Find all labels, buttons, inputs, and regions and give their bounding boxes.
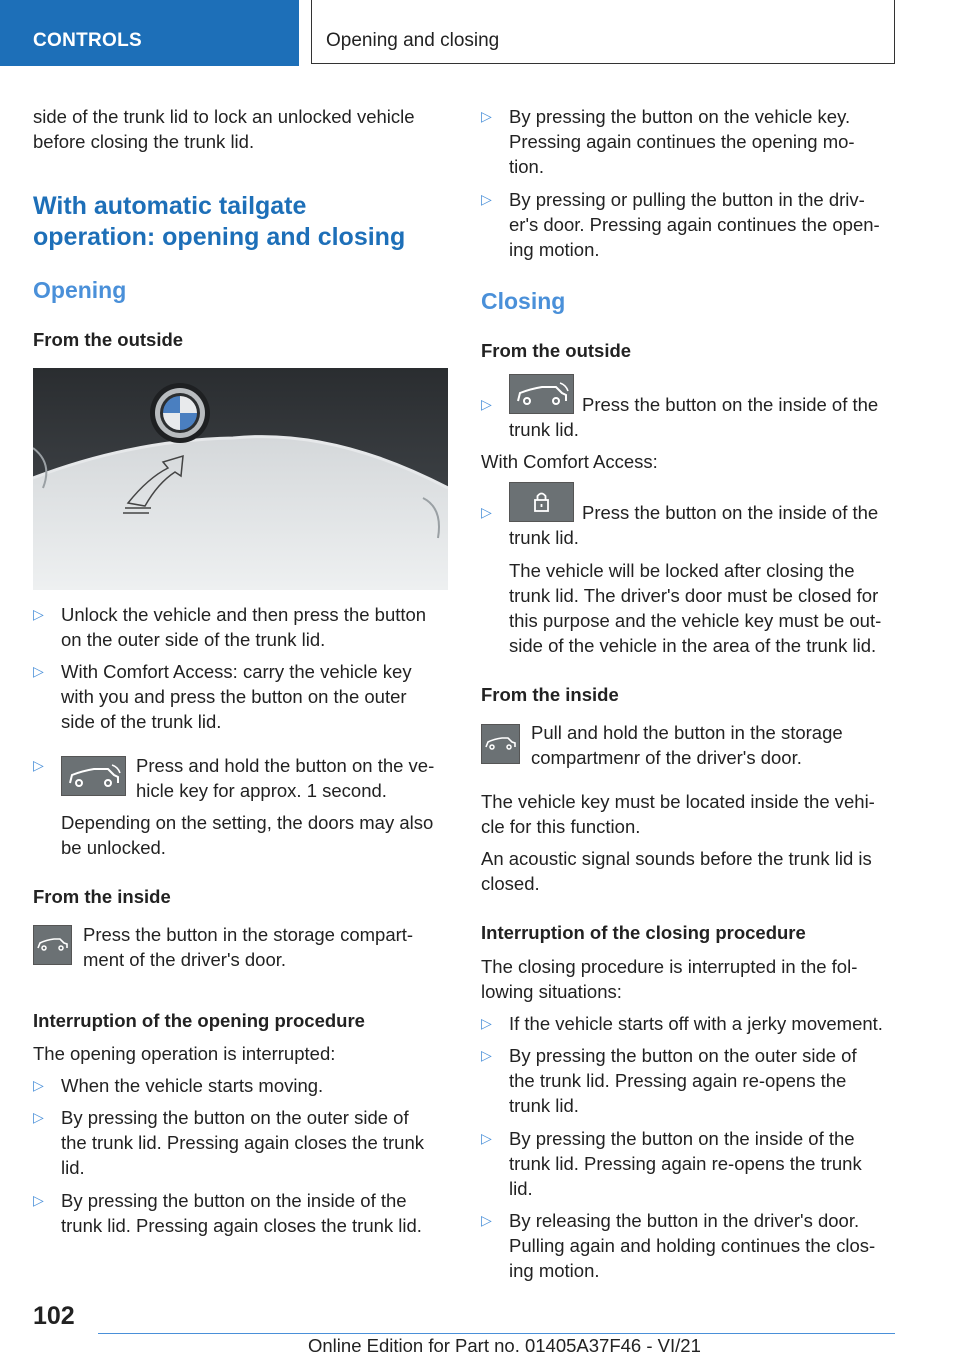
list-item: trunk lid. Pressing again re-opens the trunk xyxy=(509,1153,862,1174)
from-outside-heading: From the outside xyxy=(33,329,184,350)
door-button-icon xyxy=(33,925,72,965)
key-location-text: The vehicle key must be located inside the vehi- xyxy=(481,791,875,812)
note-line: be unlocked. xyxy=(61,837,166,858)
chapter-header xyxy=(311,0,895,64)
interrupt-heading: Interruption of the closing procedure xyxy=(481,922,806,943)
bullet-icon: ▷ xyxy=(481,504,492,520)
acoustic-text: An acoustic signal sounds before the trunk lid is xyxy=(481,848,872,869)
list-item: If the vehicle starts off with a jerky movement. xyxy=(509,1013,883,1034)
opening-heading: Opening xyxy=(33,277,127,303)
interrupt-intro: The closing procedure is interrupted in the fol- xyxy=(481,956,858,977)
list-item: the trunk lid. Pressing again re-opens the xyxy=(509,1070,847,1091)
bullet-icon: ▷ xyxy=(33,606,44,622)
door-button-icon xyxy=(481,724,520,764)
note-line: The vehicle will be locked after closing the xyxy=(509,560,855,581)
inside-text: compartmenr of the driver's door. xyxy=(531,747,802,768)
bullet-icon: ▷ xyxy=(481,108,492,124)
car-trunk-icon xyxy=(61,756,126,796)
acoustic-text: closed. xyxy=(481,873,540,894)
inside-text: ment of the driver's door. xyxy=(83,949,287,970)
trunk-button-photo xyxy=(33,368,448,590)
bullet-icon: ▷ xyxy=(33,1109,44,1125)
interrupt-intro: The opening operation is interrupted: xyxy=(33,1043,336,1064)
list-item: By releasing the button in the driver's door. xyxy=(509,1210,860,1231)
intro-line-1: side of the trunk lid to lock an unlocked vehicle xyxy=(33,106,415,127)
list-item: By pressing the button on the outer side of xyxy=(509,1045,857,1066)
list-item: ing motion. xyxy=(509,1260,600,1281)
list-item: Press and hold the button on the ve- xyxy=(136,755,435,776)
list-item: trunk lid. xyxy=(509,527,579,548)
inside-text: Press the button in the storage compart- xyxy=(83,924,414,945)
list-item: Press the button on the inside of the xyxy=(582,394,879,415)
list-item: with you and press the button on the outer xyxy=(61,686,407,707)
list-item: hicle key for approx. 1 second. xyxy=(136,780,387,801)
bullet-icon: ▷ xyxy=(33,663,44,679)
list-item: on the outer side of the trunk lid. xyxy=(61,629,326,650)
section-heading-2: operation: opening and closing xyxy=(33,223,406,251)
list-item: Press the button on the inside of the xyxy=(582,502,879,523)
list-item: tion. xyxy=(509,156,544,177)
list-item: side of the trunk lid. xyxy=(61,711,222,732)
list-item: By pressing the button on the vehicle key. xyxy=(509,106,851,127)
bullet-icon: ▷ xyxy=(481,1047,492,1063)
from-outside-heading: From the outside xyxy=(481,340,632,361)
list-item: By pressing the button on the inside of the xyxy=(61,1190,407,1211)
comfort-label: With Comfort Access: xyxy=(481,451,658,472)
car-trunk-icon xyxy=(509,374,574,414)
lock-icon xyxy=(509,482,574,522)
interrupt-intro: lowing situations: xyxy=(481,981,622,1002)
list-item: With Comfort Access: carry the vehicle key xyxy=(61,661,412,682)
key-location-text: cle for this function. xyxy=(481,816,641,837)
note-line: trunk lid. The driver's door must be closed for xyxy=(509,585,879,606)
from-inside-heading: From the inside xyxy=(33,886,171,907)
bullet-icon: ▷ xyxy=(33,757,44,773)
list-item: trunk lid. xyxy=(509,419,579,440)
note-line: side of the vehicle in the area of the trunk lid. xyxy=(509,635,877,656)
page-number: 102 xyxy=(33,1302,75,1330)
footer-divider xyxy=(98,1333,895,1334)
section-title: CONTROLS xyxy=(33,30,143,51)
from-inside-heading: From the inside xyxy=(481,684,619,705)
list-item: trunk lid. Pressing again closes the trunk lid. xyxy=(61,1215,422,1236)
list-item: Unlock the vehicle and then press the button xyxy=(61,604,427,625)
bullet-icon: ▷ xyxy=(481,1015,492,1031)
note-line: this purpose and the vehicle key must be out- xyxy=(509,610,882,631)
bullet-icon: ▷ xyxy=(33,1077,44,1093)
inside-text: Pull and hold the button in the storage xyxy=(531,722,843,743)
list-item: er's door. Pressing again continues the open- xyxy=(509,214,880,235)
bullet-icon: ▷ xyxy=(481,396,492,412)
list-item: Pulling again and holding continues the clos- xyxy=(509,1235,876,1256)
list-item: By pressing the button on the outer side of xyxy=(61,1107,409,1128)
bullet-icon: ▷ xyxy=(33,1192,44,1208)
list-item: By pressing or pulling the button in the driv- xyxy=(509,189,865,210)
list-item: trunk lid. xyxy=(509,1095,579,1116)
note-line: Depending on the setting, the doors may also xyxy=(61,812,434,833)
section-tab xyxy=(0,0,299,66)
list-item: lid. xyxy=(61,1157,85,1178)
chapter-title: Opening and closing xyxy=(326,30,500,51)
section-heading-1: With automatic tailgate xyxy=(33,192,307,220)
edition-text: Online Edition for Part no. 01405A37F46 - VI/21 xyxy=(308,1335,701,1356)
bullet-icon: ▷ xyxy=(481,1212,492,1228)
closing-heading: Closing xyxy=(481,288,566,314)
intro-line-2: before closing the trunk lid. xyxy=(33,131,255,152)
interrupt-heading: Interruption of the opening procedure xyxy=(33,1010,365,1031)
bullet-icon: ▷ xyxy=(481,1130,492,1146)
list-item: By pressing the button on the inside of the xyxy=(509,1128,855,1149)
list-item: Pressing again continues the opening mo- xyxy=(509,131,855,152)
list-item: When the vehicle starts moving. xyxy=(61,1075,324,1096)
list-item: lid. xyxy=(509,1178,533,1199)
bullet-icon: ▷ xyxy=(481,191,492,207)
list-item: the trunk lid. Pressing again closes the trunk xyxy=(61,1132,424,1153)
list-item: ing motion. xyxy=(509,239,600,260)
